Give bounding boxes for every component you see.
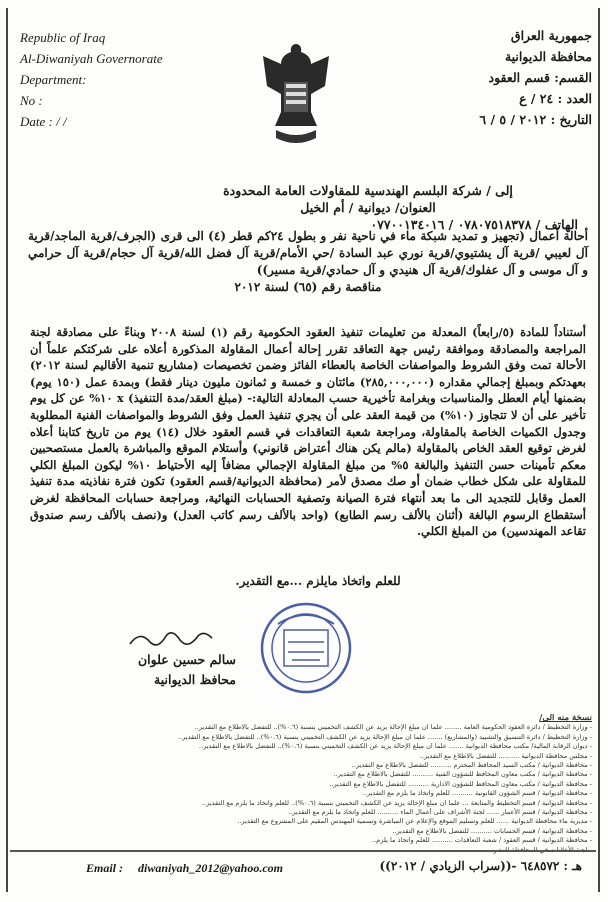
- copies-title: نسخة منه الى/: [539, 714, 592, 723]
- copies-line: - وزارة التخطيط / دائرة التنسيق والتشييد (والمشاريع) ....... علما ان مبلغ الإحالة يزيد عن الكشف التخميني بنسبة (٠.٦%).. للتفضل بالاطلاع مع التقدير..: [177, 732, 592, 741]
- copies-line: - محافظة الديوانية / قسم الشؤون القانونية .......... للعلم واتخاذ ما يلزم مع التقدير..: [362, 789, 592, 798]
- addressee-to: إلى / شركة البلسم الهندسية للمقاولات العامة المحدودة: [223, 183, 513, 198]
- copies-line: - محافظة الديوانية / قسم الحسابات .......... للتفضل بالاطلاع مع التقدير..: [392, 826, 592, 835]
- body-paragraph: أستناداً للمادة (٥/رابعاً) المعدلة من تعليمات تنفيذ العقود الحكومية رقم (١) لسنة ٢٠٠٨ وبناءً على مصادقة لجنة المراجعة والمصادقة وموافقة رئيس جهة التعاقد تقرر إحالة أعمال المقاولة المذكورة أعلاه على شركتكم علماً أن الأحالة تمت وفق الشروط والمواصفات الخاصة بالعطاء الفائز وضمن تخصيصات (مشاريع تنمية الأقاليم لسنة ٢٠١٢) بعهدتكم وبمبلغ إجمالي مقداره (٢٨٥,٠٠٠,٠٠٠) مائتان و خمسة و ثمانون مليون دينار فقط) وبمدة عمل (١٥٠ يوم) بضمنها أيام العطل والمناسبات وبغرامة تأخيرية حسب المعادلة التالية:- (مبلغ العقد/مدة التنفيذ) x ١٠% عن كل يوم تأخير على أن لا تتجاوز (١٠%) من قيمة العقد على أن يجري تنفيذ العمل وفق الشروط والمواصفات الفنية المطلوبة وجدول الكميات الخاصة بالمقاولة، ومراجعة شعبة التعاقدات في قسم العقود خلال (١٤) يوم من تاريخ كتابنا أعلاه لغرض توقيع العقد الخاص بالمقاولة (مالم يكن هناك أعتراض قانوني) وأستلام الموقع والمباشرة بالعمل مستصحبين معكم تأمينات حسن التنفيذ والبالغة ٥% من مبلغ المقاولة الإجمالي مضافاً إليه الأحتياط ١٠% ليكون المبلغ الكلي للمقاولة على شكل خطاب ضمان أو صك مصدق لأمر (محافظة الديوانية/قسم العقود) تكون فترة نفاذيته مدة تنفيذ العمل وقابل للتجديد الى ما بعد أنتهاء فترة الصيانة وتصفية الحسابات النهائية، ومراجعة حسابات المحافظة لغرض أستقطاع الرسوم البالغة (أثنان بالألف رسم الطابع) (واحد بالألف رسم كاتب العدل) و(نصف بالألف رسم صندوق تقاعد المهندسين) من المبلغ الكلي.: [30, 325, 587, 539]
- signer-name: سالم حسين علوان: [138, 652, 236, 667]
- copies-line: - محافظة الديوانية / مكتب السيد المحافظ المحترم .......... للتفضل بالاطلاع مع التقدير..: [351, 761, 592, 770]
- governorate-en: Al-Diwaniyah Governorate: [20, 51, 163, 66]
- header-arabic-block: [392, 28, 592, 133]
- closing-line: للعلم واتخاذ مايلزم ...مع التقدير.: [235, 574, 401, 588]
- number-ar: العدد : ٢٤ / ع: [519, 91, 592, 106]
- addressee-block: [158, 182, 578, 233]
- signer-title: محافظ الديوانية: [154, 672, 236, 687]
- copies-line: - محافظة الديوانية / مكتب معاون المحافظ للشؤون الفنية .......... للتفضل بالاطلاع مع التقدير..: [333, 770, 592, 779]
- copies-line: - ديوان الرقابة المالية/ مكتب محافظة الديوانية ....... علما ان مبلغ الإحالة يزيد عن الكشف التخميني بنسبة (٠.٦%).. للتفضل بالاطلاع مع التقدير..: [198, 742, 592, 751]
- section-ar: القسم: قسم العقود: [488, 70, 592, 85]
- copies-line: - محافظة الديوانية / قسم العقود / شعبة التعاقدات .......... للعلم واتخاذ ما يلزم..: [371, 836, 592, 845]
- number-en: No :: [20, 93, 43, 108]
- department-en: Department:: [20, 72, 87, 87]
- subject-text: أحالة أعمال (تجهيز و تمديد شبكة ماء في ناحية نفر و بطول ٢٤كم قطر (٤) الى قرى (الجرف/قرية الماجد/قرية آل لعيبي /قرية آل يشتيوي/قرية نوري عبد السادة /حي الأمام/قرية آل فضل الله/قرية آل حجام/قرية آل حرامي و آل موسى و آل عفلوك/قرية آل هنيدي و آل حمادي/قرية مسير)): [28, 229, 588, 277]
- country-ar: جمهورية العراق: [510, 28, 592, 43]
- governorate-ar: محافظة الديوانية: [504, 49, 592, 64]
- handwritten-signature-icon: [126, 628, 216, 650]
- eagle-emblem-icon: [256, 38, 336, 148]
- copies-line: - لجنة الأعلانات في المحافظة للنشر ..........: [470, 845, 592, 854]
- signature-block: [76, 628, 236, 690]
- email-label: Email :: [86, 861, 124, 875]
- addressee-phone: الهاتف / ٠٧٨٠٧٥١٨٣٧٨ / ٠٧٧٠٠١٣٤٠١٦: [370, 217, 578, 232]
- header-english-block: [20, 30, 220, 135]
- addressee-address: العنوان/ ديوانية / أم الخيل: [300, 200, 436, 215]
- copies-line: - مديرية ماء محافظة الديوانية ...... للعلم وتسليم الموقع والإعلام عن المباشرة وتسمية المهندس المقيم على المشروع مع التقدير..: [237, 817, 592, 826]
- copies-line: - محافظة الديوانية / قسم التخطيط والمتابعة ... علما ان مبلغ الإحالة يزيد عن الكشف التخميني بنسبة (٠.٦%).. للعلم واتخاذ ما يلزم مع التقدير..: [201, 798, 592, 807]
- copies-line: - محافظة الديوانية / مكتب معاون المحافظ للشؤون الادارية .......... للتفضل بالاطلاع مع التقدير..: [329, 779, 592, 788]
- copies-line: - محافظة الديوانية / قسم الأعمار ...... لجنة الأشراف على أعمال الماء .......... للعلم واتخاذ ما يلزم مع التقدير..: [288, 808, 592, 817]
- tender-number: مناقصة رقم (٦٥) لسنة ٢٠١٢: [234, 280, 382, 294]
- footer-phone: هـ : ٦٤٨٥٧٢ -((سراب الزيادي / ٢٠١٢)): [379, 859, 582, 873]
- date-ar: التاريخ : ٢٠١٢ / ٥ / ٦: [479, 112, 592, 127]
- official-stamp-icon: [258, 600, 354, 696]
- copies-list: [12, 714, 592, 855]
- subject-block: [28, 228, 588, 296]
- footer: [10, 850, 596, 880]
- email-address: diwaniyah_2012@yahoo.com: [138, 861, 283, 875]
- country-en: Republic of Iraq: [20, 30, 106, 45]
- copies-line: - وزارة التخطيط / دائرة العقود الحكومية العامة ........ علما ان مبلغ الإحالة يزيد عن الكشف التخميني بنسبة (٠.٦%).. للتفضل بالاطلاع مع التقدير..: [194, 723, 592, 732]
- date-en: Date : / /: [20, 114, 67, 129]
- copies-line: - مجلس محافظة الديوانية .......... للتفضل بالاطلاع مع التقدير..: [419, 751, 592, 760]
